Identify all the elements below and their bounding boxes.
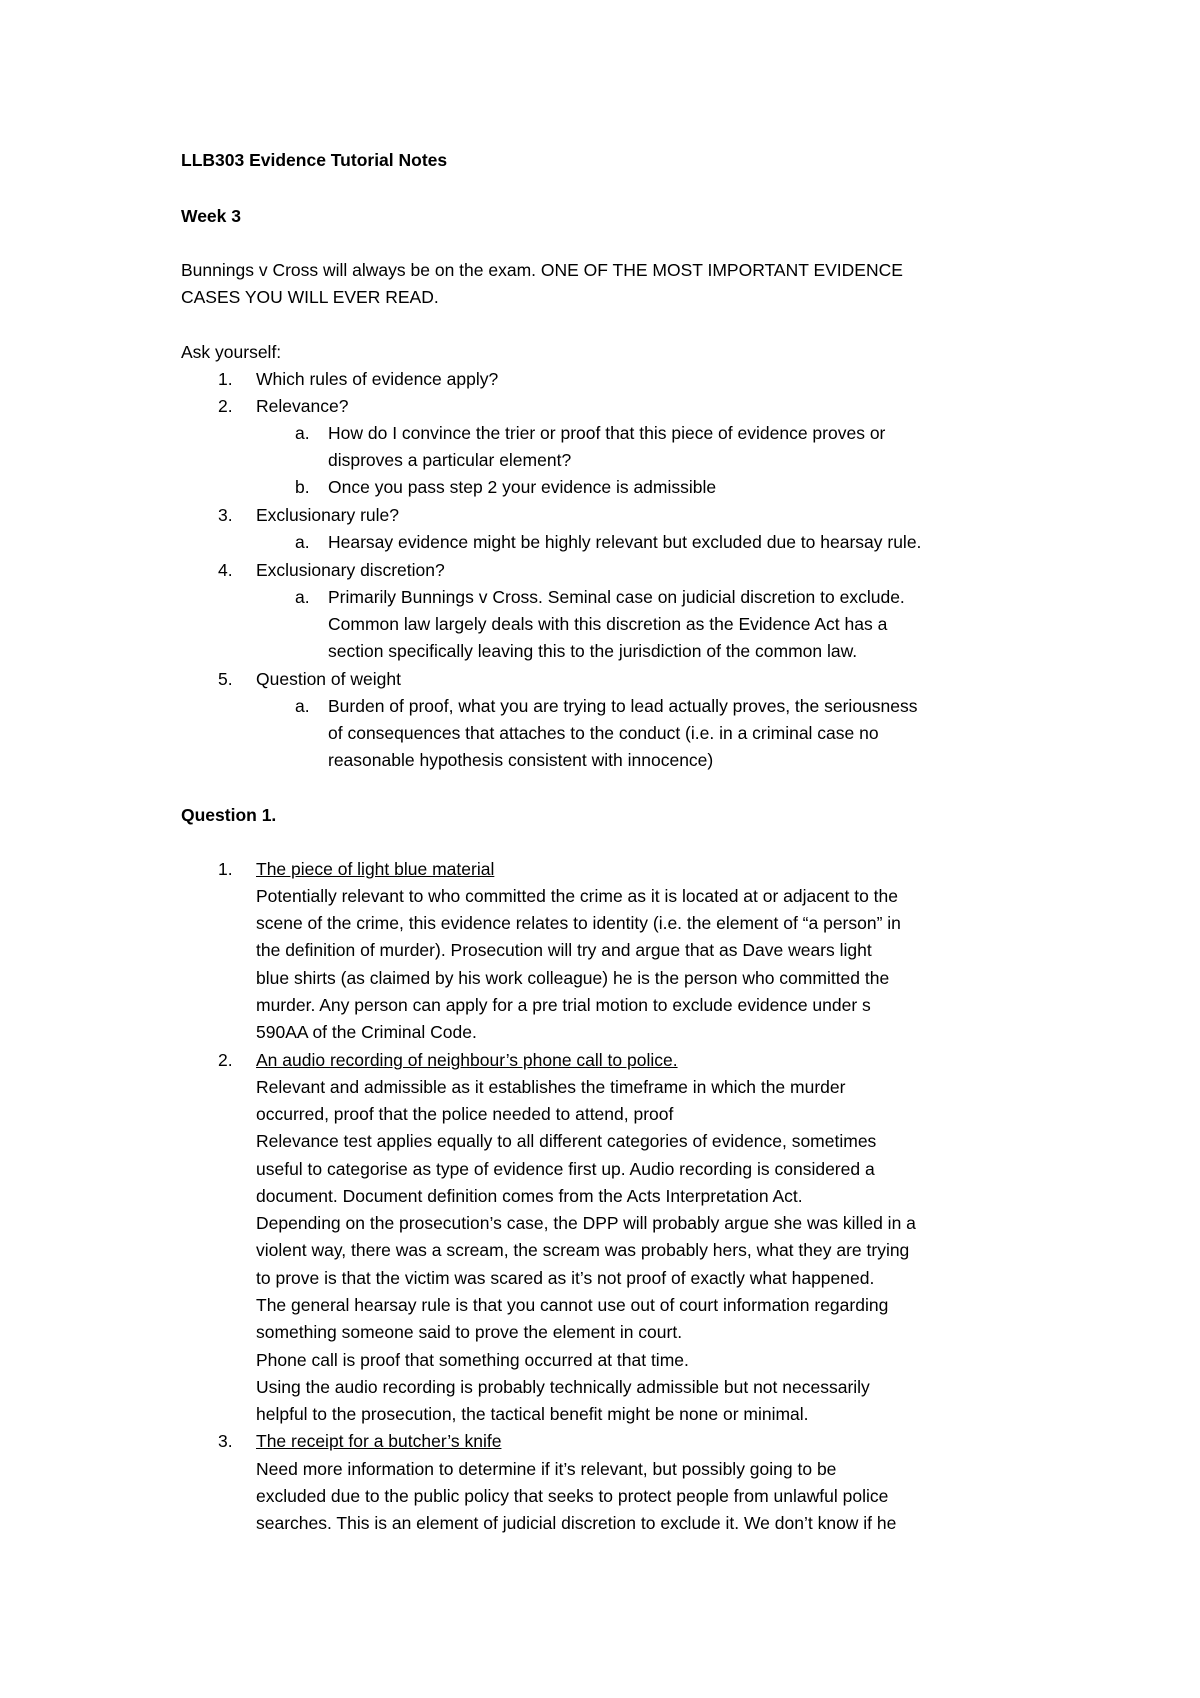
step-text: Question of weight	[256, 669, 401, 689]
item-line: document. Document definition comes from the Acts Interpretation Act.	[256, 1186, 803, 1206]
item-line: something someone said to prove the element in court.	[256, 1322, 683, 1342]
item-number: 3.	[218, 1431, 233, 1451]
document-title: LLB303 Evidence Tutorial Notes	[181, 150, 448, 170]
step-text: Exclusionary discretion?	[256, 560, 445, 580]
sub-line: of consequences that attaches to the conduct (i.e. in a criminal case no	[328, 723, 879, 743]
item-number: 1.	[218, 859, 233, 879]
item-number: 2.	[218, 1050, 233, 1070]
item-line: Relevance test applies equally to all different categories of evidence, sometimes	[256, 1131, 877, 1151]
step-number: 2.	[218, 396, 233, 416]
step-number: 4.	[218, 560, 233, 580]
item-line: useful to categorise as type of evidence first up. Audio recording is considered a	[256, 1159, 875, 1179]
item-line: violent way, there was a scream, the scream was probably hers, what they are trying	[256, 1240, 910, 1260]
item-line: Depending on the prosecution’s case, the DPP will probably argue she was killed in a	[256, 1213, 916, 1233]
item-line: Need more information to determine if it’s relevant, but possibly going to be	[256, 1459, 837, 1479]
sub-letter: a.	[295, 532, 310, 552]
intro-line: Bunnings v Cross will always be on the exam. ONE OF THE MOST IMPORTANT EVIDENCE	[181, 260, 903, 280]
item-line: searches. This is an element of judicial discretion to exclude it. We don’t know if he	[256, 1513, 897, 1533]
sub-letter: a.	[295, 423, 310, 443]
sub-line: Common law largely deals with this discretion as the Evidence Act has a	[328, 614, 888, 634]
item-heading: The piece of light blue material	[256, 859, 495, 879]
sub-line: disproves a particular element?	[328, 450, 572, 470]
item-line: Potentially relevant to who committed the crime as it is located at or adjacent to the	[256, 886, 898, 906]
item-line: occurred, proof that the police needed to attend, proof	[256, 1104, 674, 1124]
sub-line: How do I convince the trier or proof that this piece of evidence proves or	[328, 423, 886, 443]
item-line: 590AA of the Criminal Code.	[256, 1022, 477, 1042]
item-line: helpful to the prosecution, the tactical benefit might be none or minimal.	[256, 1404, 809, 1424]
sub-letter: a.	[295, 696, 310, 716]
step-text: Exclusionary rule?	[256, 505, 399, 525]
sub-letter: a.	[295, 587, 310, 607]
step-text: Which rules of evidence apply?	[256, 369, 499, 389]
item-heading: An audio recording of neighbour’s phone call to police.	[256, 1050, 678, 1070]
item-line: to prove is that the victim was scared as it’s not proof of exactly what happened.	[256, 1268, 875, 1288]
sub-line: reasonable hypothesis consistent with innocence)	[328, 750, 714, 770]
item-line: blue shirts (as claimed by his work colleague) he is the person who committed the	[256, 968, 890, 988]
step-number: 1.	[218, 369, 233, 389]
item-line: Using the audio recording is probably technically admissible but not necessarily	[256, 1377, 870, 1397]
step-number: 5.	[218, 669, 233, 689]
sub-letter: b.	[295, 477, 310, 497]
item-line: Relevant and admissible as it establishes the timeframe in which the murder	[256, 1077, 846, 1097]
item-line: Phone call is proof that something occurred at that time.	[256, 1350, 689, 1370]
sub-line: Primarily Bunnings v Cross. Seminal case on judicial discretion to exclude.	[328, 587, 905, 607]
question-heading: Question 1.	[181, 805, 277, 825]
item-line: excluded due to the public policy that seeks to protect people from unlawful police	[256, 1486, 889, 1506]
sub-line: section specifically leaving this to the jurisdiction of the common law.	[328, 641, 858, 661]
ask-heading: Ask yourself:	[181, 342, 282, 362]
item-heading: The receipt for a butcher’s knife	[256, 1431, 502, 1451]
intro-line: CASES YOU WILL EVER READ.	[181, 287, 439, 307]
item-line: The general hearsay rule is that you cannot use out of court information regarding	[256, 1295, 889, 1315]
item-line: the definition of murder). Prosecution will try and argue that as Dave wears light	[256, 940, 872, 960]
sub-line: Once you pass step 2 your evidence is admissible	[328, 477, 717, 497]
step-text: Relevance?	[256, 396, 349, 416]
sub-line: Burden of proof, what you are trying to lead actually proves, the seriousness	[328, 696, 918, 716]
week-heading: Week 3	[181, 206, 241, 226]
item-line: scene of the crime, this evidence relates to identity (i.e. the element of “a person” in	[256, 913, 901, 933]
item-line: murder. Any person can apply for a pre trial motion to exclude evidence under s	[256, 995, 871, 1015]
step-number: 3.	[218, 505, 233, 525]
sub-line: Hearsay evidence might be highly relevant but excluded due to hearsay rule.	[328, 532, 922, 552]
